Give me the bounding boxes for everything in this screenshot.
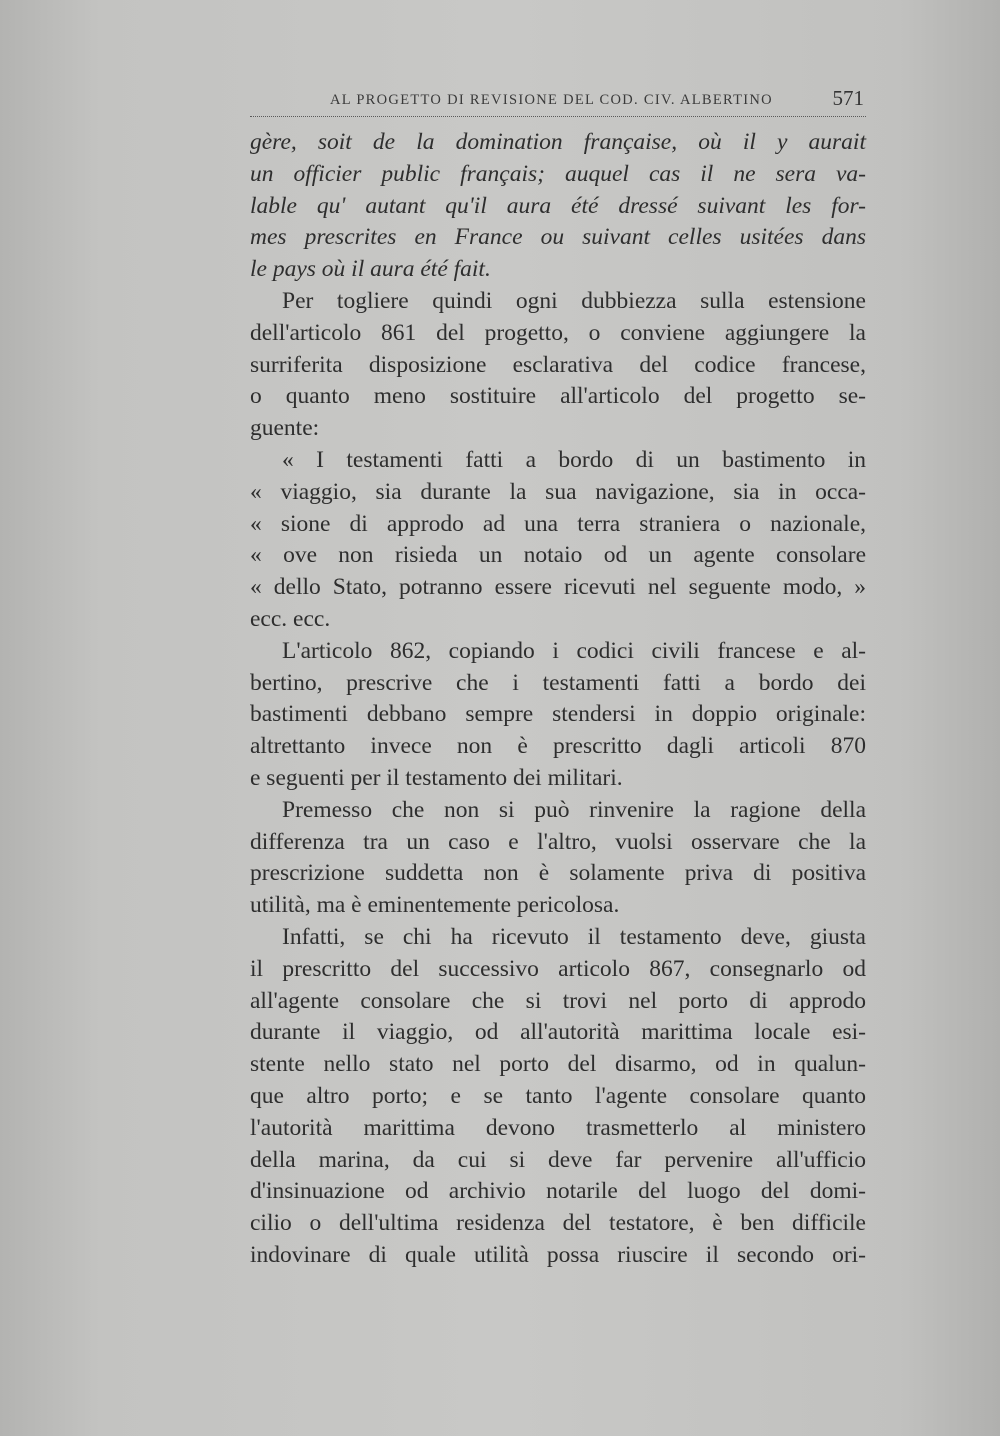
quote-line: « ove non risieda un notaio od un agente consolare [250, 542, 866, 569]
text-line: all'agente consolare che si trovi nel porto di approdo [250, 987, 866, 1014]
text-line: utilità, ma è eminentemente pericolosa. [250, 892, 620, 919]
text-line: della marina, da cui si deve far pervenire all'ufficio [250, 1146, 866, 1173]
running-title: AL PROGETTO DI REVISIONE DEL COD. CIV. ALBERTINO [330, 92, 773, 108]
text-line: surriferita disposizione esclarativa del codice francese, [250, 351, 866, 378]
body-text [250, 127, 866, 1272]
text-line: durante il viaggio, od all'autorità marittima locale esi- [250, 1019, 866, 1046]
quote-line: « viaggio, sia durante la sua navigazione, sia in occa- [250, 478, 866, 505]
text-line: indovinare di quale utilità possa riuscire il secondo ori- [250, 1241, 866, 1268]
paragraph-start-line: Infatti, se chi ha ricevuto il testamento deve, giusta [282, 923, 866, 950]
text-line: lable qu' autant qu'il aura été dressé suivant les for- [250, 192, 866, 219]
text-line: guente: [250, 415, 320, 442]
text-line: cilio o dell'ultima residenza del testatore, è ben difficile [250, 1210, 866, 1237]
text-line: stente nello stato nel porto del disarmo, od in qualun- [250, 1051, 866, 1078]
text-line: differenza tra un caso e l'altro, vuolsi osservare che la [250, 828, 866, 855]
text-line: ecc. ecc. [250, 605, 331, 632]
quote-line: « sione di approdo ad una terra straniera o nazionale, [250, 510, 866, 537]
text-line: un officier public français; auquel cas il ne sera va- [250, 160, 866, 187]
text-line: bertino, prescrive che i testamenti fatti a bordo dei [250, 669, 866, 696]
paragraph-start-line: L'articolo 862, copiando i codici civili francese e al- [282, 637, 866, 664]
text-line: bastimenti debbano sempre stendersi in doppio originale: [250, 701, 866, 728]
text-line: gère, soit de la domination française, où il y aurait [250, 129, 866, 155]
text-line: o quanto meno sostituire all'articolo del progetto se- [250, 383, 866, 410]
paragraph-start-line: Per togliere quindi ogni dubbiezza sulla estensione [282, 287, 866, 314]
page-header [250, 86, 866, 117]
text-line: e seguenti per il testamento dei militari. [250, 764, 623, 791]
text-line: mes prescrites en France ou suivant celles usitées dans [250, 224, 866, 251]
text-line: le pays où il aura été fait. [250, 256, 491, 283]
paragraph-start-line: Premesso che non si può rinvenire la ragione della [282, 796, 866, 823]
text-line: que altro porto; e se tanto l'agente consolare quanto [250, 1082, 866, 1109]
quote-line: « I testamenti fatti a bordo di un bastimento in [282, 446, 866, 473]
page-number: 571 [832, 86, 864, 110]
text-line: l'autorità marittima devono trasmetterlo al ministero [250, 1114, 866, 1141]
text-line: il prescritto del successivo articolo 867, consegnarlo od [250, 955, 866, 982]
text-line: d'insinuazione od archivio notarile del luogo del domi- [250, 1178, 866, 1205]
quote-line: « dello Stato, potranno essere ricevuti nel seguente modo, » [250, 574, 866, 601]
text-line: prescrizione suddetta non è solamente priva di positiva [250, 860, 866, 887]
text-line: dell'articolo 861 del progetto, o conviene aggiungere la [250, 319, 866, 346]
text-line: altrettanto invece non è prescritto dagli articoli 870 [250, 733, 866, 760]
